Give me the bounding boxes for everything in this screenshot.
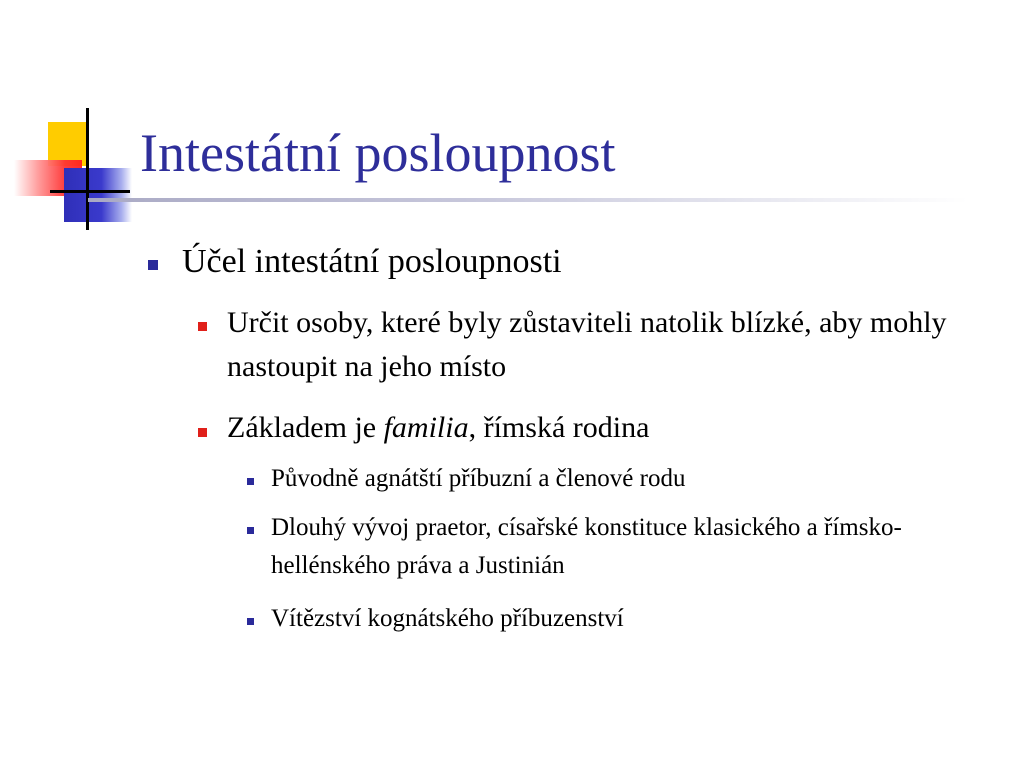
bullet-text-italic: familia	[383, 411, 469, 444]
bullet-level3: Původně agnátští příbuzní a členové rodu	[271, 465, 686, 492]
bullet-level2	[227, 406, 967, 450]
square-bullet-icon	[247, 618, 254, 625]
slide-title: Intestátní posloupnost	[140, 123, 616, 183]
square-bullet-icon	[198, 428, 207, 437]
square-bullet-icon	[148, 260, 158, 270]
square-bullet-icon	[247, 478, 254, 485]
bullet-level1: Účel intestátní posloupnosti	[182, 243, 562, 280]
square-bullet-icon	[247, 527, 254, 534]
bullet-level2: Určit osoby, které byly zůstaviteli natolik blízké, aby mohly nastoupit na jeho místo	[227, 306, 947, 383]
bullet-level3: Vítězství kognátského příbuzenství	[271, 605, 624, 632]
bullet-text-regular: Základem je	[227, 411, 384, 444]
bullet-level3: Dlouhý vývoj praetor, císařské konstituce klasického a římsko-hellénského práva a Justinián	[271, 514, 902, 579]
square-bullet-icon	[198, 322, 207, 331]
bullet-text-regular: , římská rodina	[468, 411, 650, 444]
